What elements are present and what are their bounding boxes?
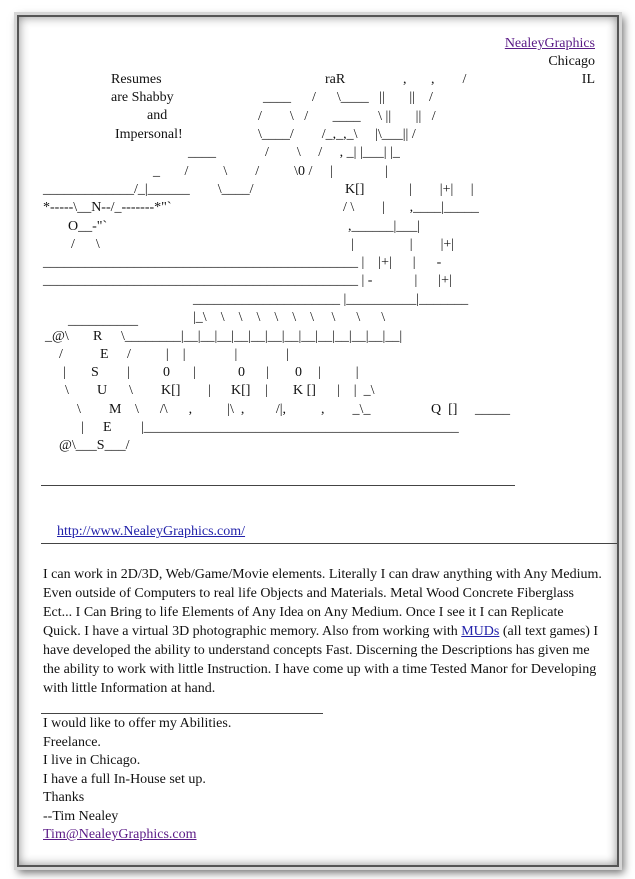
art-deco-24: | <box>193 365 196 380</box>
art-deco-35: | <box>81 420 84 435</box>
art-deco-4: \____/ /_,_,_\ |\___|| / <box>258 127 416 142</box>
art-deco-33: \ /\ , |\ , /|, , _\_ <box>135 402 371 417</box>
art-tagline-3: and <box>147 108 168 123</box>
art-deco-5: ____ / \ / , _| |___| |_ <box>188 145 400 160</box>
art-window-2: K[] <box>231 383 251 398</box>
art-deco-1: , , / <box>403 72 467 87</box>
art-deco-13: _____________________________________________ | |+| | - <box>43 255 442 270</box>
art-deco-20: / <box>59 347 63 362</box>
art-deco-3: / \ / ____ \ || || / <box>258 109 436 124</box>
ascii-art <box>43 72 603 502</box>
art-bottom-sign: @\___S___/ <box>59 438 130 453</box>
page-frame <box>17 15 619 867</box>
signature-divider <box>41 713 323 714</box>
art-deco-17: __________ <box>68 313 138 328</box>
section-divider <box>41 543 617 544</box>
art-deco-22: | <box>63 365 66 380</box>
art-deco-29: | <box>208 383 211 398</box>
art-deco-14: _____________________________________________ | - | |+| <box>43 273 452 288</box>
muds-link[interactable]: MUDs <box>461 624 500 639</box>
art-letter-e1: E <box>100 347 109 362</box>
closing-line-1: I would like to offer my Abilities. <box>43 716 232 731</box>
art-n-mark: *-----\__N--/_-------*"` <box>43 200 172 215</box>
art-deco-18: _@\ <box>45 329 69 344</box>
closing-line-6: --Tim Nealey <box>43 808 119 824</box>
art-deco-25: | <box>266 365 269 380</box>
art-rar: raR <box>325 72 346 87</box>
intro-paragraph <box>43 565 603 698</box>
closing-line-2: Freelance. <box>43 734 101 750</box>
art-tagline-4: Impersonal! <box>115 127 183 142</box>
art-seat-2: 0 <box>238 365 245 380</box>
closing-lines <box>43 715 231 845</box>
closing-line-3: I live in Chicago. <box>43 753 141 768</box>
intro-text-1: I can work in 2D/3D, Web/Game/Movie elements. Literally I can draw anything with Any Medium. Even outside of Computers to real life Objects and Materials. Metal Wood Concrete Fiberglass Ect... I Can Bring to life Elements of Any Idea on Any Medium. Once I see it I can Replicate Quick. I have a virtual 3D photographic memory. Also from working with <box>43 567 602 639</box>
art-deco-36: |_____________________________________________ <box>141 420 459 435</box>
art-letter-r: R <box>93 329 103 344</box>
art-kiosk-1: K[] <box>345 182 365 197</box>
art-deco-26: | | <box>318 365 359 380</box>
art-deco-21: / | | | | <box>127 347 290 362</box>
art-tagline-2: are Shabby <box>111 90 174 105</box>
intro-text-2: (all text games) I have developed the ability to understand concepts Fast. Discerning the Descriptions has given me the ability to work with little Instruction. I have come up with a time Tested Manor for Developing with little Information at hand. <box>43 624 599 696</box>
art-deco-23: | <box>127 365 130 380</box>
website-link-row <box>43 509 245 554</box>
closing-line-5: Thanks <box>43 790 85 805</box>
art-deco-10: ,______|___| <box>348 219 421 234</box>
art-deco-28: \ <box>129 383 133 398</box>
art-tagline-1: Resumes <box>111 72 162 87</box>
closing-line-4: I have a full In-House set up. <box>43 771 206 787</box>
art-deco-8: | |+| | <box>388 182 474 197</box>
art-deco-9: / \ | ,____|_____ <box>343 200 479 215</box>
art-letter-u: U <box>97 383 108 398</box>
art-deco-27: \ <box>65 383 69 398</box>
art-deco-19: \________|__|__|__|__|__|__|__|__|__|__|__|__|__| <box>121 329 403 344</box>
art-deco-30: | <box>265 383 268 398</box>
art-window-3: K [] <box>293 383 316 398</box>
art-deco-2: ____ / \____ || || / <box>263 90 433 105</box>
website-link[interactable]: http://www.NealeyGraphics.com/ <box>57 524 246 539</box>
art-letter-m: M <box>109 402 122 417</box>
art-o-mark: O__-"` <box>68 219 108 234</box>
art-letter-e2: E <box>103 420 112 435</box>
art-deco-7: _____________/_|______ \____/ <box>43 182 254 197</box>
art-deco-6: _ / \ / \0 / | | <box>153 164 389 179</box>
art-window-1: K[] <box>161 383 181 398</box>
art-deco-11: / \ <box>71 237 100 252</box>
email-link[interactable]: Tim@NealeyGraphics.com <box>43 827 197 842</box>
art-seat-1: 0 <box>163 365 170 380</box>
city-text: Chicago <box>548 54 595 69</box>
art-deco-16: |_\ \ \ \ \ \ \ \ \ \ <box>193 310 386 325</box>
art-deco-15: _____________________ |__________|_______ <box>193 292 469 307</box>
art-divider <box>41 485 515 486</box>
art-deco-32: \ <box>77 402 81 417</box>
company-link[interactable]: NealeyGraphics <box>504 36 595 51</box>
art-seat-3: 0 <box>295 365 302 380</box>
art-deco-12: | | |+| <box>351 237 455 252</box>
art-deco-34: _____ <box>475 402 510 417</box>
state-text: IL <box>581 72 595 87</box>
art-deco-31: | | _\ <box>337 383 375 398</box>
art-letter-s: S <box>91 365 99 380</box>
art-q: Q [] <box>431 402 458 417</box>
